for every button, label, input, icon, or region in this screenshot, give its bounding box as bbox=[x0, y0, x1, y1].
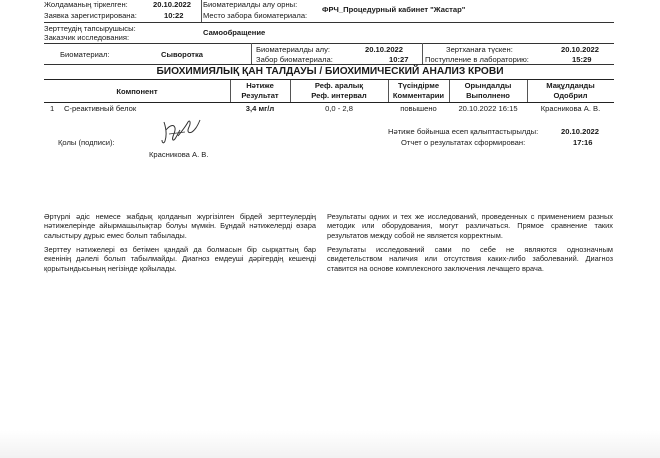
report-date: 20.10.2022 bbox=[561, 127, 600, 136]
report-time: 17:16 bbox=[573, 138, 593, 147]
customer-label-ru: Заказчик исследования: bbox=[44, 33, 130, 42]
row-comment: повышено bbox=[400, 104, 437, 113]
divider bbox=[44, 43, 614, 44]
customer-label-kz: Зерттеудің тапсырушысы: bbox=[44, 24, 136, 33]
lab-label-kz: Зертханаға түскен: bbox=[446, 45, 513, 54]
divider bbox=[44, 64, 614, 65]
col-header-approved-kz: Мақұлданды bbox=[546, 81, 595, 90]
lab-label-ru: Поступление в лабораторию: bbox=[425, 55, 529, 64]
header-divider bbox=[422, 43, 423, 64]
signature-image bbox=[155, 116, 205, 148]
customer: Самообращение bbox=[203, 28, 266, 37]
reg-date: 20.10.2022 bbox=[153, 0, 192, 9]
sample-place: ФРЧ_Процедурный кабинет "Жастар" bbox=[322, 5, 466, 14]
row-done: 20.10.2022 16:15 bbox=[458, 104, 518, 113]
lab-date: 20.10.2022 bbox=[561, 45, 600, 54]
col-header-comment-ru: Комментарии bbox=[392, 91, 445, 100]
col-header-ref-ru: Реф. интервал bbox=[311, 91, 367, 100]
row-approved: Красникова А. В. bbox=[540, 104, 601, 113]
col-header-result-ru: Результат bbox=[241, 91, 279, 100]
taken-time: 10:27 bbox=[389, 55, 409, 64]
biomaterial: Сыворотка bbox=[161, 50, 204, 59]
reg-registered-label: Заявка зарегистрирована: bbox=[44, 11, 137, 20]
col-header-ref-kz: Реф. аралық bbox=[314, 81, 364, 90]
reg-time: 10:22 bbox=[164, 11, 184, 20]
col-header-comment-kz: Түсіндірме bbox=[397, 81, 440, 90]
divider bbox=[44, 22, 614, 23]
signature-label: Қолы (подписи): bbox=[58, 138, 115, 147]
signature-name: Красникова А. В. bbox=[149, 150, 209, 159]
table-top-border bbox=[44, 79, 614, 80]
page-bottom-shade bbox=[0, 430, 660, 458]
sample-place-label-kz: Биоматериалды алу орны: bbox=[203, 0, 298, 9]
disclaimer-kz-2: Зерттеу нәтижелері өз бетімен қандай да болмасын бір сырқаттың бар екенінің дәлелі болып табылмайды. Диагноз емдеуші дәрігердің кешенді қорытындысының негізінде қойылады. bbox=[44, 245, 316, 273]
header-divider bbox=[251, 43, 252, 64]
col-header-component: Компонент bbox=[116, 87, 158, 96]
report-label-kz: Нәтиже бойынша есеп қалыптастырылды: bbox=[388, 127, 539, 136]
taken-date: 20.10.2022 bbox=[365, 45, 404, 54]
taken-label-kz: Биоматериалды алу: bbox=[256, 45, 331, 54]
row-ref: 0,0 - 2,8 bbox=[325, 104, 353, 113]
disclaimer-ru-1: Результаты одних и тех же исследований, проведенных с применением разных методик или оборудования, могут различаться. Прямое сравнение таких результатов между собой не является корректным. bbox=[327, 212, 613, 240]
page-title: БИОХИМИЯЛЫҚ ҚАН ТАЛДАУЫ / БИОХИМИЧЕСКИЙ АНАЛИЗ КРОВИ bbox=[156, 66, 504, 77]
biomaterial-label: Биоматериал: bbox=[60, 50, 110, 59]
sample-place-label-ru: Место забора биоматериала: bbox=[203, 11, 308, 20]
row-component: С-реактивный белок bbox=[64, 104, 137, 113]
taken-label-ru: Забор биоматериала: bbox=[256, 55, 333, 64]
table-header-border bbox=[44, 102, 614, 103]
row-result: 3,4 мг/л bbox=[245, 104, 275, 113]
report-label-ru: Отчет о результатах сформирован: bbox=[401, 138, 526, 147]
col-header-approved-ru: Одобрил bbox=[553, 91, 588, 100]
col-header-done-ru: Выполнено bbox=[466, 91, 510, 100]
reg-date-label: Жолдаманың тіркелген: bbox=[44, 0, 128, 9]
row-number: 1 bbox=[50, 104, 55, 113]
col-header-done-kz: Орындалды bbox=[464, 81, 512, 90]
disclaimer-kz-1: Әртүрлі әдіс немесе жабдық қолданып жүргізілген бірдей зерттеулердің нәтижелерінде айырмашылықтар болуы мүмкін. Бұндай нәтижелерді өзара салыстыру дұрыс емес болып табылады. bbox=[44, 212, 316, 240]
col-header-result-kz: Нәтиже bbox=[246, 81, 274, 90]
disclaimer-ru-2: Результаты исследований сами по себе не являются однозначным свидетельством наличия или отсутствия каких-либо заболеваний. Диагноз ставится на основе комплексного заключения лечащего врача. bbox=[327, 245, 613, 273]
lab-time: 15:29 bbox=[572, 55, 592, 64]
header-divider bbox=[201, 0, 202, 22]
